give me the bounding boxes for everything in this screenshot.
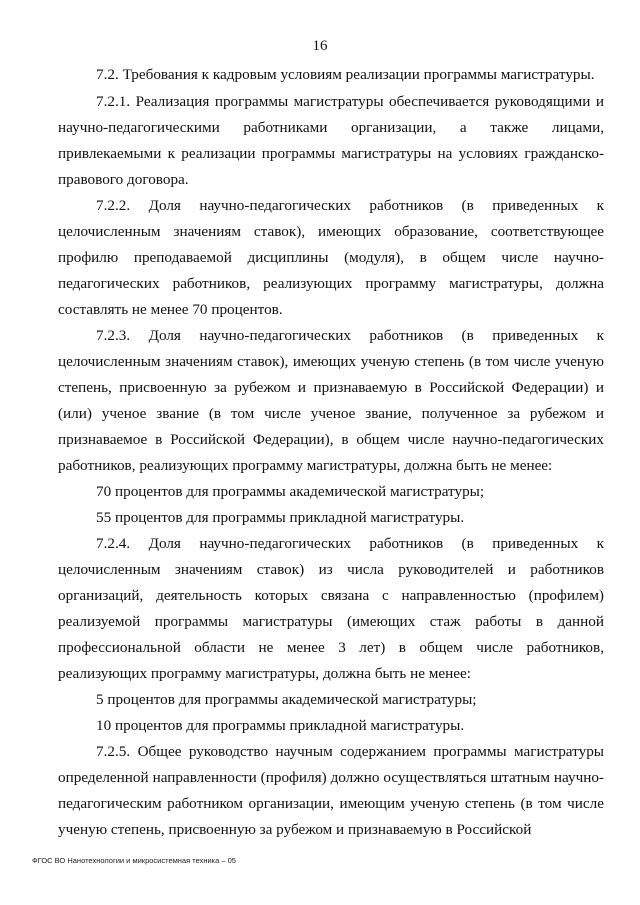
list-item-applied-10: 10 процентов для программы прикладной магистратуры. — [96, 717, 465, 734]
list-item-academic-5: 5 процентов для программы академической магистратуры; — [96, 691, 477, 708]
paragraph-7-2-5: 7.2.5. Общее руководство научным содержанием программы магистратуры определенной направленности (профиля) должно осуществляться штатным научно-педагогическим работником организации, имеющим ученую степень (в том числе ученую степень, присвоенную за рубежом и признаваемую в Российской — [58, 743, 604, 838]
document-body — [58, 62, 604, 843]
paragraph-7-2-4: 7.2.4. Доля научно-педагогических работников (в приведенных к целочисленным значениям ставок) из числа руководителей и работников организаций, деятельность которых связана с направленностью (профилем) реализуемой программы магистратуры (имеющих стаж работы в данной профессиональной области не менее 3 лет) в общем числе работников, реализующих программу магистратуры, должна быть не менее: — [58, 535, 604, 682]
paragraph-7-2-3: 7.2.3. Доля научно-педагогических работников (в приведенных к целочисленным значениям ставок), имеющих ученую степень (в том числе ученую степень, присвоенную за рубежом и признаваемую в Российской Федерации) и (или) ученое звание (в том числе ученое звание, полученное за рубежом и признаваемое в Российской Федерации), в общем числе научно-педагогических работников, реализующих программу магистратуры, должна быть не менее: — [58, 327, 604, 474]
footer-label: ФГОС ВО Нанотехнологии и микросистемная техника – 05 — [32, 856, 236, 865]
list-item-applied-55: 55 процентов для программы прикладной магистратуры. — [96, 509, 465, 526]
paragraph-7-2-1: 7.2.1. Реализация программы магистратуры обеспечивается руководящими и научно-педагогическими работниками организации, а также лицами, привлекаемыми к реализации программы магистратуры на условиях гражданско-правового договора. — [58, 93, 604, 188]
list-item-academic-70: 70 процентов для программы академической магистратуры; — [96, 483, 485, 500]
paragraph-7-2-2: 7.2.2. Доля научно-педагогических работников (в приведенных к целочисленным значениям ставок), имеющих образование, соответствующее профилю преподаваемой дисциплины (модуля), в общем числе научно-педагогических работников, реализующих программу магистратуры, должна составлять не менее 70 процентов. — [58, 197, 604, 318]
page-number: 16 — [312, 38, 328, 54]
section-heading-7-2: 7.2. Требования к кадровым условиям реализации программы магистратуры. — [96, 66, 595, 83]
